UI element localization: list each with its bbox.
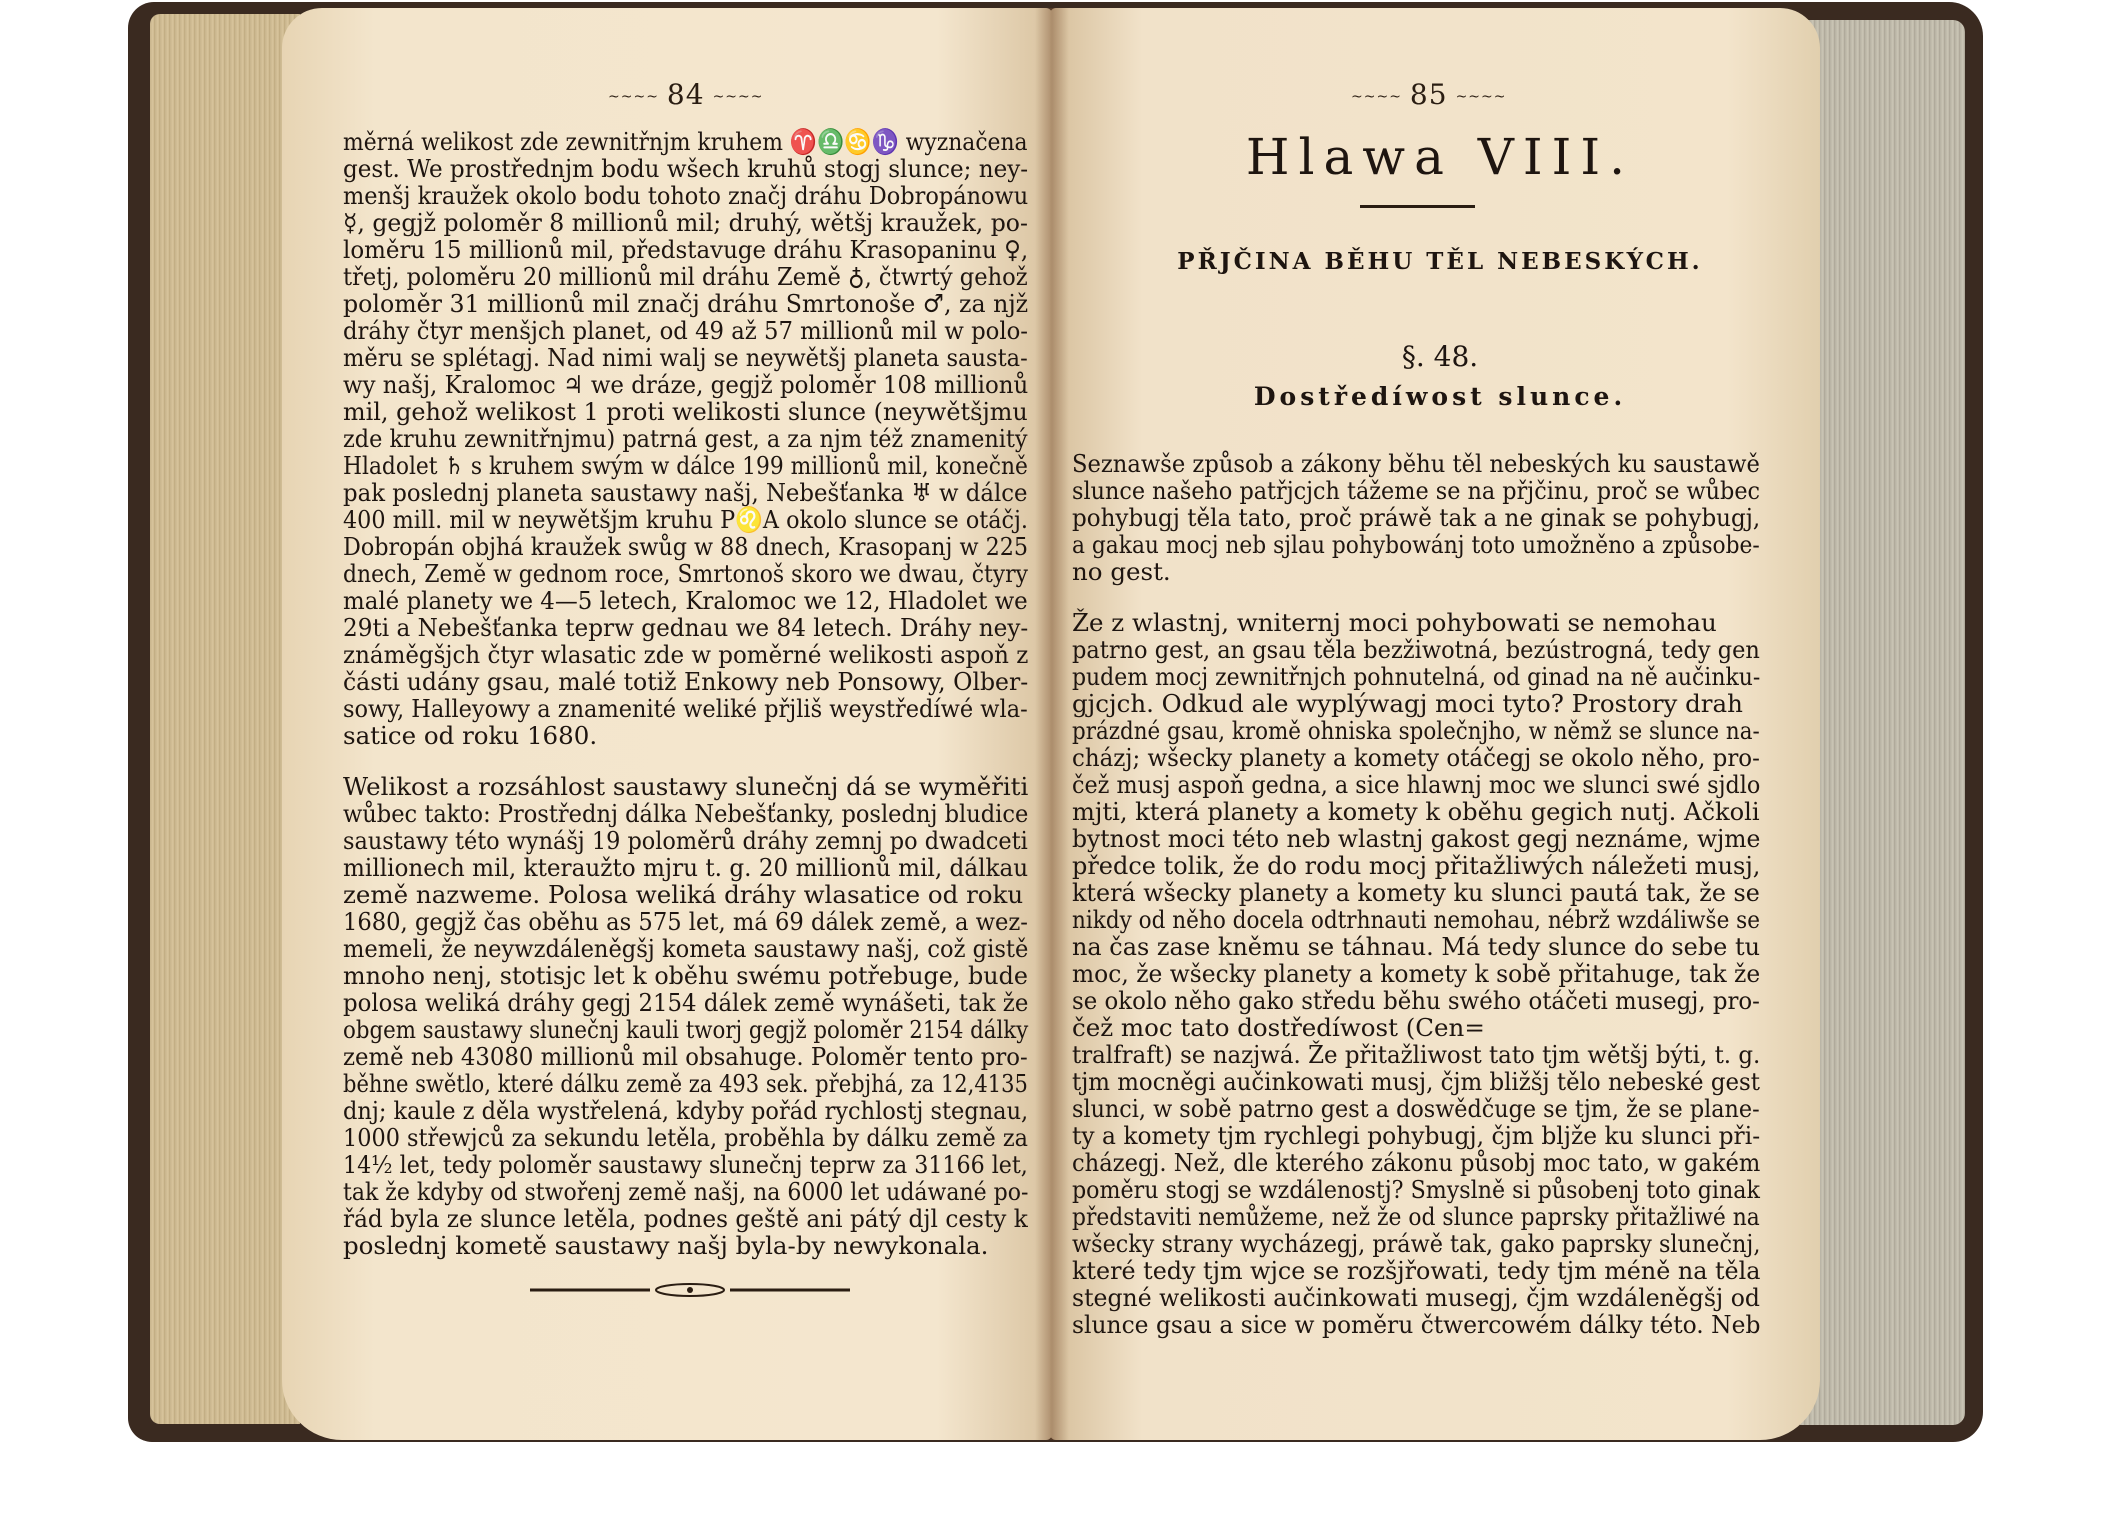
left-page-number-text: 84 xyxy=(666,78,705,111)
text-line: satice od roku 1680. xyxy=(343,721,598,750)
text-line: tjm mocněgi aučinkowati musj, čjm bližšj tělo nebeské gest xyxy=(1072,1067,1760,1096)
text-line: tralfraft) se nazjwá. Že přitažliwost tato tjm wětšj býti, t. g. xyxy=(1072,1040,1761,1069)
text-line: části udány gsau, malé totiž Enkowy neb Ponsowy, Olber- xyxy=(343,667,1029,696)
text-line: cházegj. Než, dle kterého zákonu působj moc tato, w gakém xyxy=(1072,1148,1761,1177)
text-line: čež musj aspoň gedna, a sice hlawnj moc we slunci swé sjdlo xyxy=(1072,770,1761,799)
chapter-rule xyxy=(1360,205,1475,208)
text-line: 1680, gegjž čas oběhu as 575 let, má 69 dálek země, a wez- xyxy=(343,907,1028,936)
right-page-body xyxy=(1072,450,1760,1338)
right-page-number xyxy=(1343,78,1514,111)
text-line: mjti, která planety a komety k oběhu gegich nutj. Ačkoli xyxy=(1072,797,1760,826)
text-line: čež moc tato dostředíwost (Cen= xyxy=(1072,1013,1485,1042)
text-line: ty a komety tjm rychlegi pohybugj, čjm bljže ku slunci při- xyxy=(1072,1121,1761,1150)
text-line: loměru 15 millionů mil, představuge dráhu Krasopaninu ♀, xyxy=(343,235,1029,264)
text-line: dnech, Země w gednom roce, Smrtonoš skoro we dwau, čtyry xyxy=(343,559,1028,588)
text-line: známěgšjch čtyr wlasatic zde w poměrné welikosti aspoň z xyxy=(343,640,1029,669)
text-line: které tedy tjm wjce se rozšjřowati, tedy tjm méně na těla xyxy=(1072,1256,1761,1285)
text-line: představiti nemůžeme, než že od slunce paprsky přitažliwé na xyxy=(1072,1202,1760,1231)
text-line: poměru stogj se wzdálenostj? Smyslně si působenj toto ginak xyxy=(1072,1175,1760,1204)
text-line: wšecky strany wycházegj, práwě tak, gako paprsky slunečnj, xyxy=(1072,1229,1761,1258)
chapter-subtitle: PŘJČINA BĚHU TĚL NEBESKÝCH. xyxy=(1177,248,1703,275)
paragraph-gap xyxy=(1072,585,1760,609)
left-page-number xyxy=(600,78,771,111)
text-line: země nazweme. Polosa weliká dráhy wlasatice od roku xyxy=(343,880,1024,909)
text-line: třetj, poloměru 20 millionů mil dráhu Země ♁, čtwrtý gehož xyxy=(343,262,1028,291)
text-line: cházj; wšecky planety a komety otáčegj se okolo něho, pro- xyxy=(1072,743,1760,772)
text-line: na čas zase kněmu se táhnau. Má tedy slunce do sebe tu xyxy=(1072,932,1760,961)
section-number: §. 48. xyxy=(1401,340,1479,373)
text-line: běhne swětlo, které dálku země za 493 sek. přebjhá, za 12,4135 xyxy=(343,1069,1028,1098)
text-line: menšj kraužek okolo bodu tohoto značj dráhu Dobropánowu xyxy=(343,181,1029,210)
text-line: gjcjch. Odkud ale wyplýwagj moci tyto? Prostory drah xyxy=(1072,689,1743,718)
text-line: zde kruhu zewnitřnjmu) patrná gest, a za njm též znamenitý xyxy=(343,424,1028,453)
text-line: měru se splétagj. Nad nimi walj se neywětšj planeta sausta- xyxy=(343,343,1028,372)
text-line: 14½ let, tedy poloměr saustawy slunečnj teprw za 31166 let, xyxy=(343,1150,1028,1179)
text-line: slunci, w sobě patrno gest a doswědčuge se tjm, že se plane- xyxy=(1072,1094,1760,1123)
text-line: nikdy od něho docela odtrhnauti nemohau, nébrž wzdáliwše se xyxy=(1072,905,1760,934)
right-ornament-before: ~~~~ xyxy=(1351,88,1402,105)
text-line: slunce gsau a sice w poměru čtwercowém dálky této. Neb xyxy=(1072,1310,1761,1339)
text-line: wůbec takto: Prostřednj dálka Nebešťanky, poslednj bludice xyxy=(343,799,1029,828)
text-line: sowy, Halleyowy a znamenité weliké přjliš weystředíwé wla- xyxy=(343,694,1028,723)
left-ornament-before: ~~~~ xyxy=(608,88,659,105)
text-line: měrná welikost zde zewnitřnjm kruhem ♈♎♋♑ wyznačena xyxy=(343,127,1028,156)
chapter-heading: Hlawa VIII. xyxy=(1245,128,1635,186)
text-line: moc, že wšecky planety a komety k sobě přitahuge, tak že xyxy=(1072,959,1761,988)
paragraph-gap xyxy=(343,749,1028,773)
text-line: pudem mocj zewnitřnjch pohnutelná, od ginad na ně aučinku- xyxy=(1072,662,1761,691)
text-line: mil, gehož welikost 1 proti welikosti slunce (neywětšjmu xyxy=(343,397,1028,426)
text-line: patrno gest, an gsau těla bezžiwotná, bezústrogná, tedy gen xyxy=(1072,635,1760,664)
text-line: se okolo něho gako středu běhu swého otáčeti musegj, pro- xyxy=(1072,986,1760,1015)
text-line: řád byla ze slunce letěla, podnes geště ani pátý djl cesty k xyxy=(343,1204,1028,1233)
text-line: a gakau mocj neb sjlau pohybowánj toto umožněno a způsobe- xyxy=(1072,530,1760,559)
text-line: wy našj, Kralomoc ♃ we dráze, gegjž poloměr 108 millionů xyxy=(343,370,1029,399)
text-line: 1000 střewjců za sekundu letěla, proběhla by dálku země za xyxy=(343,1123,1028,1152)
text-line: saustawy této wynášj 19 poloměrů dráhy zemnj po dwadceti xyxy=(343,826,1028,855)
book-gutter xyxy=(1035,8,1069,1440)
text-line: poloměr 31 millionů mil značj dráhu Smrtonoše ♂, za njž xyxy=(343,289,1029,318)
text-line: no gest. xyxy=(1072,557,1171,586)
page-edges-left xyxy=(150,14,300,1424)
text-line: země neb 43080 millionů mil obsahuge. Poloměr tento pro- xyxy=(343,1042,1028,1071)
text-line: Welikost a rozsáhlost saustawy slunečnj dá se wyměřiti xyxy=(343,772,1029,801)
text-line: bytnost moci této neb wlastnj gakost gegj neznáme, wjme xyxy=(1072,824,1761,853)
text-line: předce tolik, že do rodu mocj přitažliwých náležeti musj, xyxy=(1072,851,1761,880)
text-line: Že z wlastnj, wniternj moci pohybowati se nemohau xyxy=(1072,608,1717,637)
text-line: 29ti a Nebešťanka teprw gednau we 84 letech. Dráhy ney- xyxy=(343,613,1029,642)
text-line: Hladolet ♄ s kruhem swým w dálce 199 millionů mil, konečně xyxy=(343,451,1028,480)
right-ornament-after: ~~~~ xyxy=(1455,88,1507,105)
text-line: millionech mil, kteraužto mjru t. g. 20 millionů mil, dálkau xyxy=(343,853,1029,882)
text-line: gest. We prostřednjm bodu wšech kruhů stogj slunce; ney- xyxy=(343,154,1029,183)
text-line: memeli, že neywzdáleněgšj kometa saustawy našj, což gistě xyxy=(343,934,1029,963)
text-line: pak poslednj planeta saustawy našj, Nebešťanka ♅ w dálce xyxy=(343,478,1028,507)
text-line: tak že kdyby od stwořenj země našj, na 6000 let udáwané po- xyxy=(343,1177,1029,1206)
text-line: pohybugj těla tato, proč práwě tak a ne ginak se pohybugj, xyxy=(1072,503,1761,532)
text-line: ☿, gegjž poloměr 8 millionů mil; druhý, wětšj kraužek, po- xyxy=(343,208,1028,237)
text-line: stegné welikosti aučinkowati musegj, čjm wzdáleněgšj od xyxy=(1072,1283,1760,1312)
page-edges-right xyxy=(1800,20,1965,1425)
text-line: která wšecky planety a komety ku slunci pautá tak, že se xyxy=(1072,878,1760,907)
text-line: polosa weliká dráhy gegj 2154 dálek země wynášeti, tak že xyxy=(343,988,1029,1017)
text-line: slunce našeho patřjcjch tážeme se na přjčinu, proč se wůbec xyxy=(1072,476,1761,505)
text-line: poslednj kometě saustawy našj byla-by newykonala. xyxy=(343,1231,989,1260)
text-line: Dobropán objhá kraužek swůg w 88 dnech, Krasopanj w 225 xyxy=(343,532,1029,561)
text-line: dnj; kaule z děla wystřelená, kdyby pořád rychlostj stegnau, xyxy=(343,1096,1029,1125)
text-line: obgem saustawy slunečnj kauli tworj gegjž poloměr 2154 dálky xyxy=(343,1015,1029,1044)
text-line: 400 mill. mil w neywětšjm kruhu P♌A okolo slunce se otáčj. xyxy=(343,505,1028,534)
end-ornament xyxy=(530,1283,850,1297)
text-line: malé planety we 4—5 letech, Kralomoc we 12, Hladolet we xyxy=(343,586,1028,615)
right-page-number-text: 85 xyxy=(1409,78,1448,111)
left-page-body xyxy=(343,128,1028,1259)
text-line: Seznawše způsob a zákony běhu těl nebeských ku saustawě xyxy=(1072,449,1760,478)
text-line: prázdné gsau, kromě ohniska společnjho, w němž se slunce na- xyxy=(1072,716,1760,745)
text-line: mnoho nenj, stotisjc let k oběhu swému potřebuge, bude xyxy=(343,961,1028,990)
section-title: Dostředíwost slunce. xyxy=(1253,382,1627,411)
text-line: dráhy čtyr menšjch planet, od 49 až 57 millionů mil w polo- xyxy=(343,316,1028,345)
left-ornament-after: ~~~~ xyxy=(712,88,764,105)
